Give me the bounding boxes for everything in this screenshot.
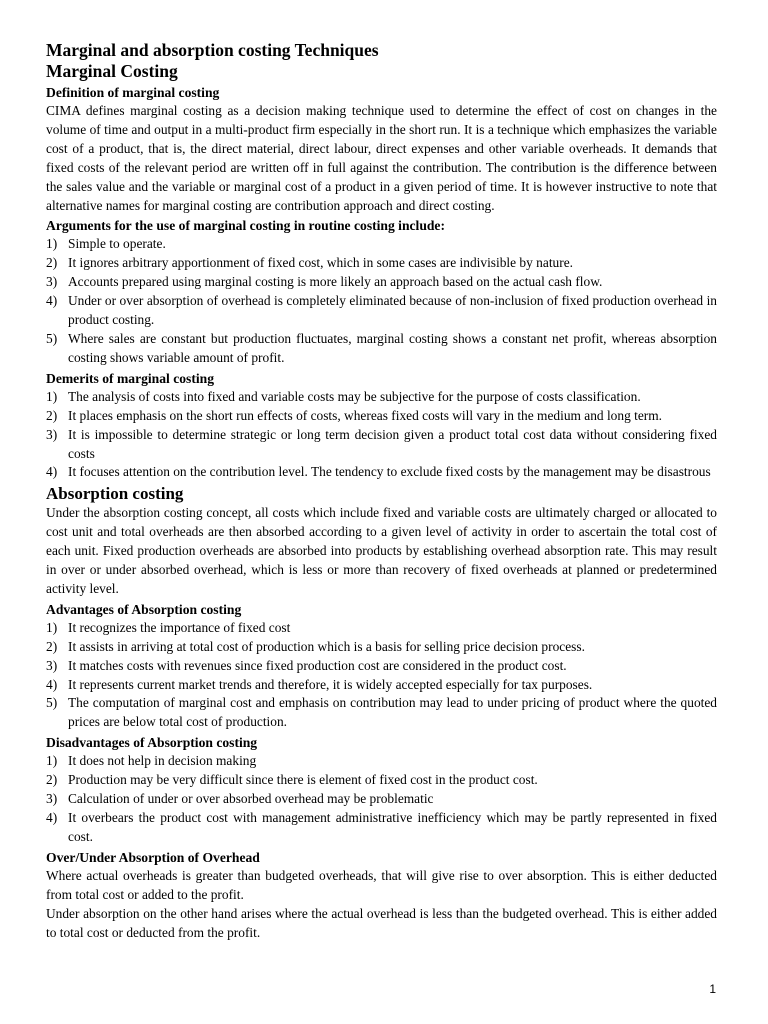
disadvantages-heading: Disadvantages of Absorption costing [46, 735, 258, 751]
list-text: Production may be very difficult since there is element of fixed cost in the product cost. [68, 772, 538, 788]
list-item [46, 809, 717, 847]
page-number: 1 [709, 982, 716, 996]
list-number: 3) [46, 426, 58, 442]
absorption-costing-title: Absorption costing [46, 484, 184, 504]
document-page [46, 40, 717, 942]
list-item [46, 254, 717, 273]
list-item [46, 292, 717, 330]
list-text: Under or over absorption of overhead is completely eliminated because of non-inclusion of fixed production overhead in product costing. [68, 293, 717, 328]
list-number: 1) [46, 619, 58, 635]
list-item [46, 619, 717, 638]
list-text: It places emphasis on the short run effects of costs, whereas fixed costs will vary in the medium and long term. [68, 407, 662, 423]
list-item [46, 694, 717, 732]
list-number: 2) [46, 255, 58, 271]
list-number: 1) [46, 236, 58, 252]
list-item [46, 771, 717, 790]
list-number: 4) [46, 464, 58, 480]
list-number: 5) [46, 695, 58, 711]
list-text: Calculation of under or over absorbed overhead may be problematic [68, 791, 434, 807]
list-number: 2) [46, 638, 58, 654]
list-item [46, 752, 717, 771]
arguments-heading: Arguments for the use of marginal costing in routine costing include: [46, 218, 445, 234]
list-number: 2) [46, 407, 58, 423]
list-text: It is impossible to determine strategic or long term decision given a product total cost data without considering fixed costs [68, 426, 717, 461]
definition-paragraph: CIMA defines marginal costing as a decision making technique used to determine the effect of cost on changes in the volume of time and output in a multi-product firm especially in the short run. It is a technique which emphasizes the variable cost of a product, that is, the direct material, direct labour, direct expenses and other variable overheads. It demands that fixed costs of the relevant period are written off in full against the contribution. The contribution is the difference between the sales value and the variable or marginal cost of a product in a given period of time. It is however instructive to note that alternative names for marginal costing are contribution approach and direct costing. [46, 103, 717, 213]
disadvantages-list [46, 752, 717, 847]
list-number: 4) [46, 293, 58, 309]
document-title: Marginal and absorption costing Techniques [46, 40, 379, 60]
list-number: 5) [46, 330, 58, 346]
list-text: It recognizes the importance of fixed cost [68, 619, 291, 635]
list-item [46, 388, 717, 407]
advantages-heading: Advantages of Absorption costing [46, 601, 242, 617]
list-item [46, 676, 717, 695]
list-number: 3) [46, 657, 58, 673]
list-text: Simple to operate. [68, 236, 166, 252]
list-item [46, 235, 717, 254]
list-item [46, 790, 717, 809]
list-text: Where sales are constant but production fluctuates, marginal costing shows a constant net profit, whereas absorption costing shows variable amount of profit. [68, 330, 717, 365]
list-item [46, 330, 717, 368]
demerits-heading: Demerits of marginal costing [46, 370, 214, 386]
list-text: It matches costs with revenues since fixed production cost are considered in the product cost. [68, 657, 567, 673]
demerits-list [46, 388, 717, 483]
list-text: The computation of marginal cost and emphasis on contribution may lead to under pricing of product where the quoted prices are below total cost of production. [68, 695, 717, 730]
list-text: It represents current market trends and therefore, it is widely accepted especially for tax purposes. [68, 676, 593, 692]
list-text: Accounts prepared using marginal costing is more likely an approach based on the actual cash flow. [68, 274, 603, 290]
over-under-heading: Over/Under Absorption of Overhead [46, 849, 260, 865]
list-number: 4) [46, 676, 58, 692]
list-item [46, 407, 717, 426]
list-item [46, 426, 717, 464]
list-number: 1) [46, 753, 58, 769]
over-absorption-paragraph: Where actual overheads is greater than budgeted overheads, that will give rise to over absorption. This is either deducted from total cost or added to the profit. [46, 867, 717, 902]
list-text: It assists in arriving at total cost of production which is a basis for selling price decision process. [68, 638, 585, 654]
list-number: 2) [46, 772, 58, 788]
list-item [46, 657, 717, 676]
arguments-list [46, 235, 717, 367]
marginal-costing-title: Marginal Costing [46, 61, 178, 81]
list-item [46, 273, 717, 292]
list-number: 1) [46, 388, 58, 404]
list-item [46, 638, 717, 657]
list-number: 4) [46, 810, 58, 825]
definition-heading: Definition of marginal costing [46, 85, 220, 100]
advantages-list [46, 619, 717, 732]
list-number: 3) [46, 791, 58, 807]
list-text: It ignores arbitrary apportionment of fixed cost, which in some cases are indivisible by nature. [68, 255, 573, 271]
list-text: It overbears the product cost with management administrative inefficiency which may be partly represented in fixed cost. [68, 810, 717, 844]
list-item [46, 463, 717, 482]
list-text: It focuses attention on the contribution level. The tendency to exclude fixed costs by the management may be disastrous [68, 464, 711, 480]
list-text: The analysis of costs into fixed and variable costs may be subjective for the purpose of costs classification. [68, 388, 641, 404]
under-absorption-paragraph: Under absorption on the other hand arises where the actual overhead is less than the budgeted overhead. This is either added to total cost or deducted from the profit. [46, 905, 717, 940]
list-number: 3) [46, 274, 58, 290]
list-text: It does not help in decision making [68, 753, 257, 769]
absorption-paragraph: Under the absorption costing concept, all costs which include fixed and variable costs are ultimately charged or allocated to cost unit and total overheads are then absorbed according to a given level of activity in order to ascertain the total cost of each unit. Fixed production overheads are absorbed into products by establishing overhead absorption rate. This may result in over or under absorbed overhead, which is less or more than recovery of fixed overheads at planned or predetermined activity level. [46, 505, 717, 596]
